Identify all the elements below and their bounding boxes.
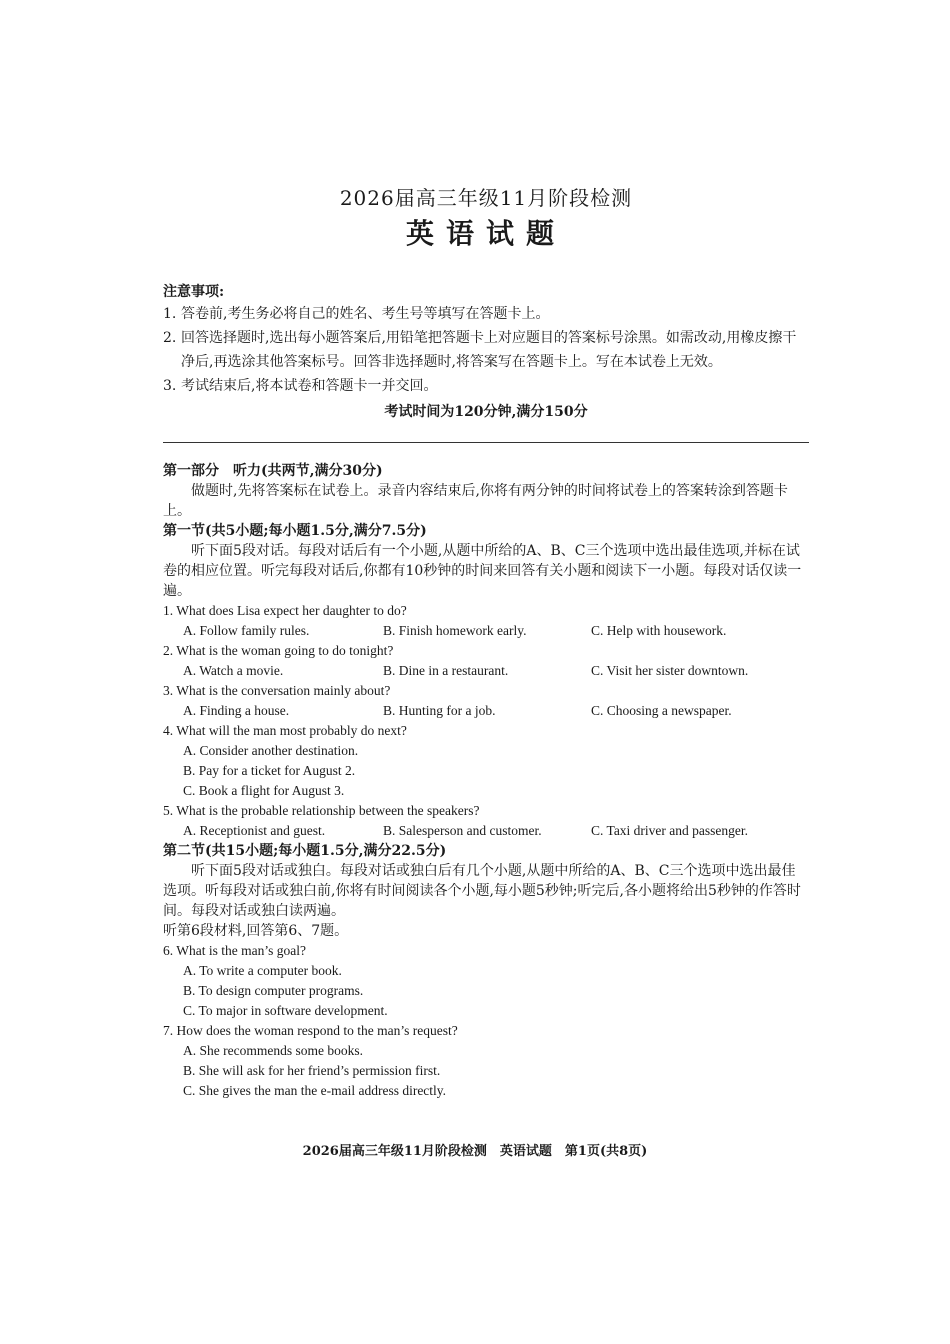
- option-b: B. Dine in a restaurant.: [383, 663, 509, 678]
- option-a: A. Consider another destination.: [183, 743, 359, 758]
- option-c: C. She gives the man the e-mail address directly.: [183, 1083, 447, 1098]
- option-a: A. Follow family rules.: [183, 623, 310, 638]
- question-stem: 5. What is the probable relationship between the speakers?: [163, 803, 480, 818]
- option-b: B. Pay for a ticket for August 2.: [183, 763, 356, 778]
- page-footer: 2026届高三年级11月阶段检测 英语试题 第1页(共8页): [302, 1144, 648, 1159]
- option-c: C. Choosing a newspaper.: [591, 703, 732, 718]
- option-c: C. Help with housework.: [591, 623, 727, 638]
- notice-item-number: 2.: [163, 330, 177, 346]
- part-intro: 做题时,先将答案标在试卷上。录音内容结束后,你将有两分钟的时间将试卷上的答案转涂到答题卡上。: [163, 483, 788, 519]
- option-a: A. To write a computer book.: [183, 963, 342, 978]
- option-b: B. Salesperson and customer.: [383, 823, 542, 838]
- question-stem: 6. What is the man’s goal?: [163, 943, 306, 958]
- option-b: B. To design computer programs.: [183, 983, 364, 998]
- option-a: A. Receptionist and guest.: [183, 823, 326, 838]
- option-c: C. Book a flight for August 3.: [183, 783, 345, 798]
- notice-item-text: 回答选择题时,选出每小题答案后,用铅笔把答题卡上对应题目的答案标号涂黑。如需改动,用橡皮擦干净后,再选涂其他答案标号。回答非选择题时,将答案写在答题卡上。写在本试卷上无效。: [181, 330, 797, 370]
- question-stem: 3. What is the conversation mainly about?: [163, 683, 391, 698]
- option-c: C. Taxi driver and passenger.: [591, 823, 749, 838]
- options-row: [163, 661, 809, 681]
- notice-item: [163, 326, 809, 374]
- notice-item-text: 答卷前,考生务必将自己的姓名、考生号等填写在答题卡上。: [181, 306, 550, 322]
- notice-item-number: 1.: [163, 306, 177, 322]
- notice-item: [163, 374, 809, 398]
- question-stem: 4. What will the man most probably do next?: [163, 723, 407, 738]
- exam-page: [163, 184, 809, 1101]
- option-a: A. Finding a house.: [183, 703, 290, 718]
- option-b: B. She will ask for her friend’s permission first.: [183, 1063, 441, 1078]
- option-c: C. Visit her sister downtown.: [591, 663, 749, 678]
- options-row: [163, 701, 809, 721]
- option-a: A. Watch a movie.: [183, 663, 284, 678]
- exam-time: 考试时间为120分钟,满分150分: [384, 404, 588, 420]
- option-c: C. To major in software development.: [183, 1003, 388, 1018]
- part-heading: 第一部分 听力(共两节,满分30分): [163, 463, 383, 479]
- material-note: 听第6段材料,回答第6、7题。: [163, 923, 349, 939]
- notice-item-text: 考试结束后,将本试卷和答题卡一并交回。: [181, 378, 438, 394]
- option-b: B. Finish homework early.: [383, 623, 527, 638]
- options-row: [163, 821, 809, 841]
- section-heading: 第一节(共5小题;每小题1.5分,满分7.5分): [163, 523, 427, 539]
- divider: [163, 442, 809, 443]
- section-intro: 听下面5段对话。每段对话后有一个小题,从题中所给的A、B、C三个选项中选出最佳选项,并标在试卷的相应位置。听完每段对话后,你都有10秒钟的时间来回答有关小题和阅读下一小题。每段对话仅读一遍。: [163, 543, 802, 599]
- options-row: [163, 621, 809, 641]
- option-a: A. She recommends some books.: [183, 1043, 363, 1058]
- subject-title: 英语试题: [405, 217, 566, 250]
- notice-heading: 注意事项:: [163, 284, 225, 300]
- question-stem: 7. How does the woman respond to the man’s request?: [163, 1023, 458, 1038]
- notice-item: [163, 302, 809, 326]
- option-b: B. Hunting for a job.: [383, 703, 496, 718]
- question-stem: 1. What does Lisa expect her daughter to do?: [163, 603, 407, 618]
- section-heading: 第二节(共15小题;每小题1.5分,满分22.5分): [163, 843, 447, 859]
- section-intro: 听下面5段对话或独白。每段对话或独白后有几个小题,从题中所给的A、B、C三个选项中选出最佳选项。听每段对话或独白前,你将有时间阅读各个小题,每小题5秒钟;听完后,各小题将给出5秒钟的作答时间。每段对话或独白读两遍。: [163, 863, 801, 919]
- question-stem: 2. What is the woman going to do tonight?: [163, 643, 394, 658]
- exam-title: 2026届高三年级11月阶段检测: [339, 186, 633, 210]
- notice-item-number: 3.: [163, 378, 177, 394]
